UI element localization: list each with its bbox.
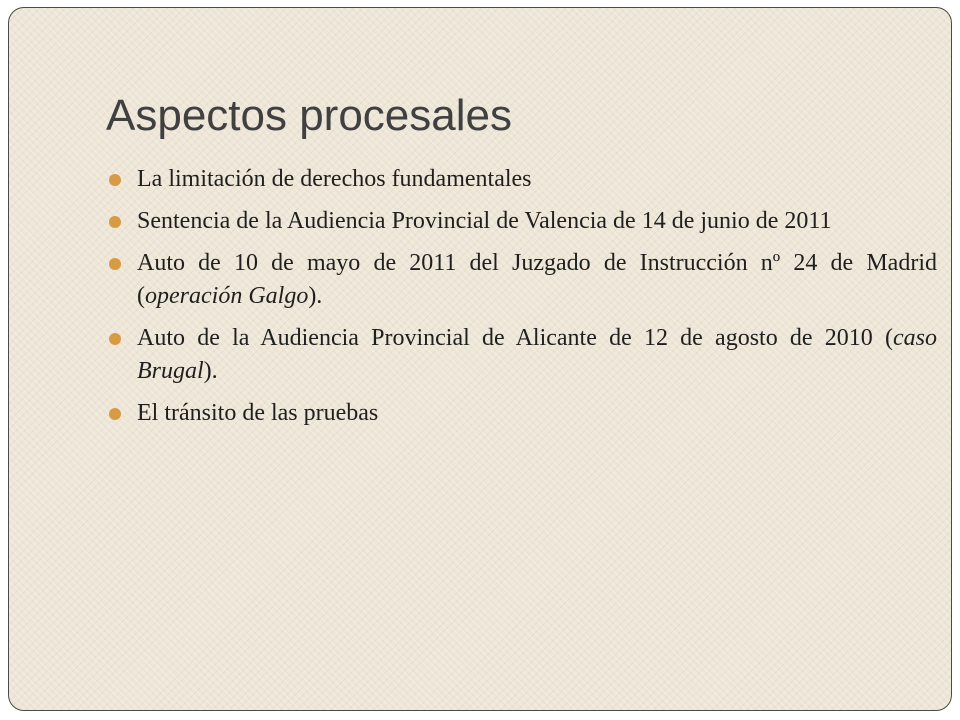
bullet-dot-icon: [109, 333, 121, 345]
bullet-text-end: ).: [308, 283, 323, 309]
bullet-text: La limitación de derechos fundamentales: [137, 166, 532, 192]
bullet-italic-text: operación Galgo: [145, 283, 309, 309]
bullet-item: [107, 322, 937, 388]
bullet-item: [107, 397, 937, 430]
bullet-item: [107, 247, 937, 313]
bullet-dot-icon: [109, 408, 121, 420]
bullet-text: El tránsito de las pruebas: [137, 400, 379, 426]
bullet-item: [107, 163, 937, 196]
bullet-text: Auto de 10 de mayo de 2011 del Juzgado de Instrucción nº 24 de Madrid (: [137, 250, 937, 309]
bullet-text-end: ).: [203, 358, 218, 384]
bullet-dot-icon: [109, 258, 121, 270]
bullet-italic-text: caso Brugal: [137, 325, 937, 384]
bullet-list: [107, 163, 937, 439]
bullet-text: Auto de la Audiencia Provincial de Alicante de 12 de agosto de 2010 (: [137, 325, 893, 351]
slide-title: Aspectos procesales: [106, 91, 512, 140]
bullet-item: [107, 205, 937, 238]
bullet-text: Sentencia de la Audiencia Provincial de Valencia de 14 de junio de 2011: [137, 208, 832, 234]
bullet-dot-icon: [109, 174, 121, 186]
slide: [8, 7, 952, 711]
bullet-dot-icon: [109, 216, 121, 228]
